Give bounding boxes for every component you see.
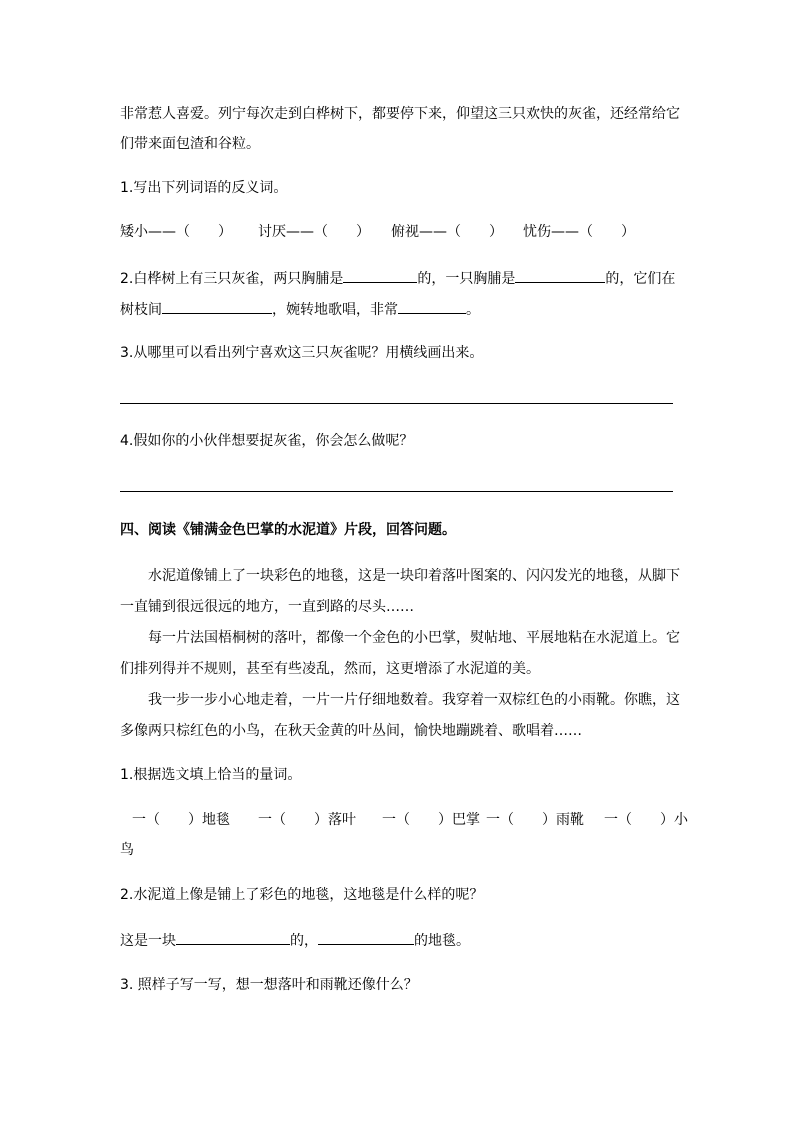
answer-blank[interactable]	[398, 299, 466, 314]
antonym-item: 讨厌——（ ）	[258, 224, 370, 240]
passage-line: 水泥道像铺上了一块彩色的地毯，这是一块印着落叶图案的、闪闪发光的地毯，从脚下	[148, 568, 680, 584]
answer-blank[interactable]	[162, 299, 272, 314]
text-segment: 的，它们在	[605, 271, 676, 287]
answer-blank[interactable]	[176, 930, 290, 945]
question-title: 1.写出下列词语的反义词。	[120, 180, 288, 196]
measure-word-item: 一（ ）小	[604, 812, 688, 828]
passage-line: 一直铺到很远很远的地方，一直到路的尽头……	[120, 599, 414, 615]
measure-word-items	[132, 810, 688, 830]
passage-line: 多像两只棕红色的小鸟，在秋天金黄的叶丛间，愉快地蹦跳着、歌唱着……	[120, 723, 582, 739]
text-segment: ，婉转地歌唱，非常	[272, 302, 398, 318]
antonym-item: 忧伤——（ ）	[523, 224, 635, 240]
text-segment: 树枝间	[120, 302, 162, 318]
text-segment: 的，一只胸脯是	[417, 271, 516, 287]
antonym-item: 俯视——（ ）	[391, 224, 503, 240]
question-title: 2.水泥道上像是铺上了彩色的地毯，这地毯是什么样的呢？	[120, 887, 484, 903]
measure-word-item: 一（ ）雨靴	[486, 812, 584, 828]
fill-blank-question	[120, 268, 675, 289]
question-title: 4.假如你的小伙伴想要捉灰雀，你会怎么做呢？	[120, 433, 414, 449]
question-title: 1.根据选文填上恰当的量词。	[120, 767, 302, 783]
measure-word-item: 一（ ）落叶	[258, 812, 356, 828]
measure-word-item: 一（ ）巴掌	[382, 812, 480, 828]
section-heading: 四、阅读《铺满金色巴掌的水泥道》片段，回答问题。	[120, 522, 456, 538]
text-segment: 2.白桦树上有三只灰雀，两只胸脯是	[120, 271, 344, 287]
fill-blank-question	[120, 299, 480, 320]
antonym-item: 矮小——（ ）	[120, 224, 232, 240]
text-segment: 的，	[290, 933, 318, 949]
passage-line: 每一片法国梧桐树的落叶，都像一个金色的小巴掌，熨帖地、平展地粘在水泥道上。它	[148, 630, 680, 646]
question-title: 3.从哪里可以看出列宁喜欢这三只灰雀呢？用横线画出来。	[120, 345, 484, 361]
fill-blank-question	[120, 930, 470, 951]
text-segment: 的地毯。	[414, 933, 470, 949]
text-segment: 。	[466, 302, 480, 318]
passage-line: 们带来面包渣和谷粒。	[120, 136, 260, 152]
answer-line[interactable]	[120, 403, 673, 404]
text-segment: 这是一块	[120, 933, 176, 949]
antonym-items	[120, 222, 635, 242]
measure-word-item: 一（ ）地毯	[132, 812, 230, 828]
passage-line: 非常惹人喜爱。列宁每次走到白桦树下，都要停下来，仰望这三只欢快的灰雀，还经常给它	[120, 106, 680, 122]
measure-word-wrap: 鸟	[120, 842, 134, 858]
answer-line[interactable]	[120, 491, 673, 492]
answer-blank[interactable]	[515, 268, 605, 283]
passage-line: 们排列得并不规则，甚至有些凌乱，然而，这更增添了水泥道的美。	[120, 661, 540, 677]
passage-line: 我一步一步小心地走着，一片一片仔细地数着。我穿着一双棕红色的小雨靴。你瞧，这	[148, 692, 680, 708]
answer-blank[interactable]	[318, 930, 414, 945]
answer-blank[interactable]	[343, 268, 417, 283]
question-title: 3. 照样子写一写，想一想落叶和雨靴还像什么？	[120, 977, 418, 993]
